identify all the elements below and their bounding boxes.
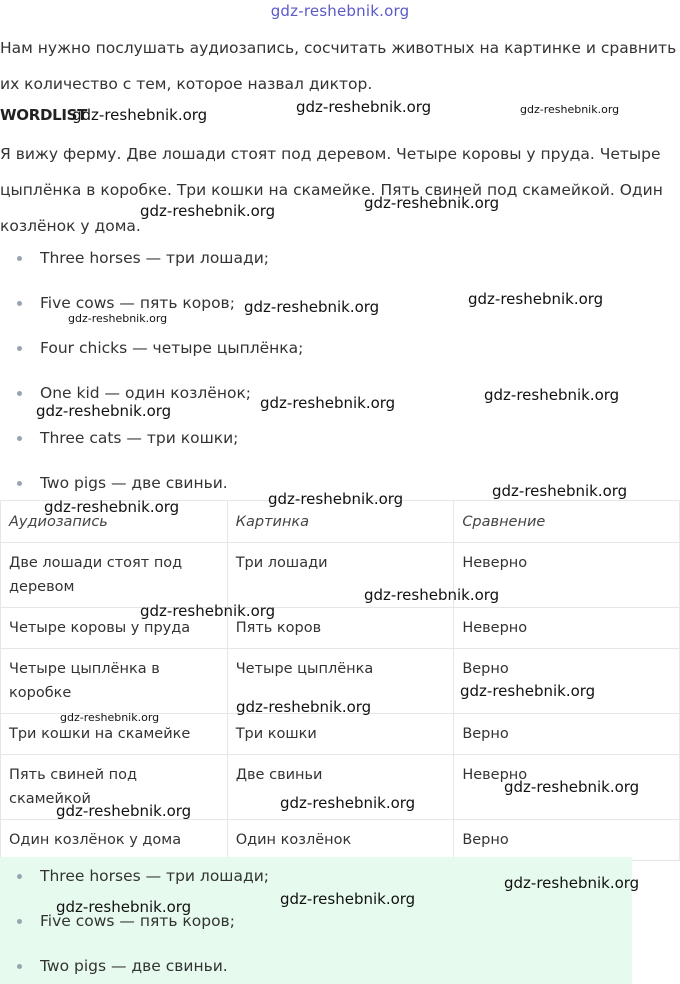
bullet-icon bbox=[17, 874, 22, 879]
bullet-icon bbox=[17, 964, 22, 969]
list-item-text: Five cows — пять коров; bbox=[40, 912, 235, 930]
list-item bbox=[0, 420, 680, 465]
watermark: gdz-reshebnik.org bbox=[60, 711, 160, 724]
list-item-text: Two pigs — две свиньи. bbox=[40, 957, 228, 975]
cell-audio: Две лошади стоят под деревом bbox=[1, 543, 228, 608]
table-row bbox=[1, 608, 680, 649]
cell-picture: Один козлёнок bbox=[227, 820, 454, 861]
watermark: gdz-reshebnik.org bbox=[460, 682, 596, 700]
list-item-text: Five cows — пять коров; bbox=[40, 294, 235, 312]
bullet-icon bbox=[17, 256, 22, 261]
watermark: gdz-reshebnik.org bbox=[364, 194, 500, 212]
watermark: gdz-reshebnik.org bbox=[268, 490, 404, 508]
table-row bbox=[1, 820, 680, 861]
cell-result: Верно bbox=[454, 714, 680, 755]
watermark: gdz-reshebnik.org bbox=[296, 98, 432, 116]
watermark: gdz-reshebnik.org bbox=[260, 394, 396, 412]
bullet-icon bbox=[17, 301, 22, 306]
watermark: gdz-reshebnik.org bbox=[468, 290, 604, 308]
list-item-text: Four chicks — четыре цыплёнка; bbox=[40, 339, 304, 357]
watermark: gdz-reshebnik.org bbox=[236, 698, 372, 716]
cell-result: Верно bbox=[454, 649, 680, 714]
watermark: gdz-reshebnik.org bbox=[364, 586, 500, 604]
cell-result: Неверно bbox=[454, 755, 680, 820]
list-item-text: Three horses — три лошади; bbox=[40, 867, 269, 885]
cell-audio: Три кошки на скамейке bbox=[1, 714, 228, 755]
cell-result: Неверно bbox=[454, 543, 680, 608]
list-item-text: Three horses — три лошади; bbox=[40, 249, 269, 267]
bullet-icon bbox=[17, 436, 22, 441]
header-comparison: Сравнение bbox=[454, 501, 680, 543]
header-audio: Аудиозапись bbox=[1, 501, 228, 543]
watermark: gdz-reshebnik.org bbox=[280, 794, 416, 812]
watermark: gdz-reshebnik.org bbox=[244, 298, 380, 316]
watermark: gdz-reshebnik.org bbox=[484, 386, 620, 404]
cell-picture: Четыре цыплёнка bbox=[227, 649, 454, 714]
bullet-icon bbox=[17, 481, 22, 486]
watermark: gdz-reshebnik.org bbox=[280, 890, 416, 908]
story-text: Я вижу ферму. Две лошади стоят под деревом. Четыре коровы у пруда. Четыре цыплёнка в коробке. Три кошки на скамейке. Пять свиней под скамейкой. Один козлёнок у дома. bbox=[0, 145, 663, 235]
watermark: gdz-reshebnik.org bbox=[140, 202, 276, 220]
watermark: gdz-reshebnik.org bbox=[504, 778, 640, 796]
cell-audio: Четыре цыплёнка в коробке bbox=[1, 649, 228, 714]
wordlist-heading: WORDLIST bbox=[0, 106, 88, 124]
header-picture: Картинка bbox=[227, 501, 454, 543]
cell-result: Неверно bbox=[454, 608, 680, 649]
list-item-text: Three cats — три кошки; bbox=[40, 429, 239, 447]
watermark: gdz-reshebnik.org bbox=[72, 106, 208, 124]
cell-picture: Пять коров bbox=[227, 608, 454, 649]
bullet-icon bbox=[17, 346, 22, 351]
site-logo[interactable]: gdz-reshebnik.org bbox=[270, 2, 410, 20]
cell-result: Верно bbox=[454, 820, 680, 861]
watermark: gdz-reshebnik.org bbox=[56, 898, 192, 916]
list-item bbox=[0, 330, 680, 375]
bullet-icon bbox=[17, 391, 22, 396]
cell-audio: Четыре коровы у пруда bbox=[1, 608, 228, 649]
cell-picture: Три лошади bbox=[227, 543, 454, 608]
cell-audio: Один козлёнок у дома bbox=[1, 820, 228, 861]
bullet-icon bbox=[17, 919, 22, 924]
watermark: gdz-reshebnik.org bbox=[492, 482, 628, 500]
watermark: gdz-reshebnik.org bbox=[520, 103, 620, 116]
watermark: gdz-reshebnik.org bbox=[36, 402, 172, 420]
cell-audio: Пять свиней под скамейкой bbox=[1, 755, 228, 820]
watermark: gdz-reshebnik.org bbox=[56, 802, 192, 820]
intro-text: Нам нужно послушать аудиозапись, сосчитать животных на картинке и сравнить их количество с тем, которое назвал диктор. bbox=[0, 39, 677, 93]
list-item bbox=[0, 948, 632, 984]
wordlist bbox=[0, 240, 680, 510]
cell-picture: Три кошки bbox=[227, 714, 454, 755]
list-item-text: One kid — один козлёнок; bbox=[40, 384, 252, 402]
watermark: gdz-reshebnik.org bbox=[504, 874, 640, 892]
cell-picture: Две свиньи bbox=[227, 755, 454, 820]
watermark: gdz-reshebnik.org bbox=[44, 498, 180, 516]
list-item bbox=[0, 240, 680, 285]
watermark: gdz-reshebnik.org bbox=[140, 602, 276, 620]
watermark: gdz-reshebnik.org bbox=[68, 312, 168, 325]
list-item-text: Two pigs — две свиньи. bbox=[40, 474, 228, 492]
table-row bbox=[1, 543, 680, 608]
